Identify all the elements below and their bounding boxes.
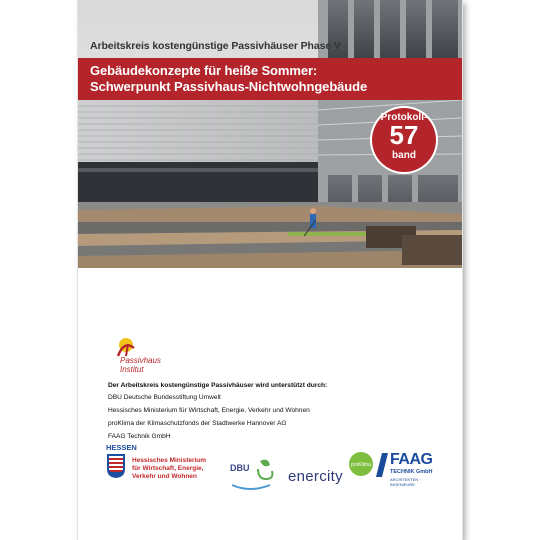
- title-line-1: Gebäudekonzepte für heiße Sommer:: [90, 63, 318, 78]
- faag-tagline: ARCHITEKTEN · INGENIEURE: [390, 477, 421, 487]
- cover-page: [78, 0, 462, 540]
- title-line-2: Schwerpunkt Passivhaus-Nichtwohngebäude: [90, 79, 368, 94]
- ministry-line-3: Verkehr und Wohnen: [132, 473, 197, 480]
- enercity-wordmark: enercity: [288, 468, 343, 485]
- ministry-line-2: für Wirtschaft, Energie,: [132, 465, 204, 472]
- passivhaus-institut-wordmark: [120, 356, 161, 374]
- badge-bottom-label: band: [392, 150, 416, 161]
- title-band: [78, 58, 462, 100]
- badge-top-label: Protokoll-: [380, 112, 428, 123]
- hessen-logo: [106, 443, 226, 493]
- supporters-block: [108, 381, 438, 443]
- ministry-line-1: Hessisches Ministerium: [132, 457, 207, 464]
- faag-subtitle: TECHNIK GmbH: [390, 469, 433, 475]
- volume-badge: [372, 108, 436, 172]
- badge-number: 57: [389, 120, 419, 150]
- enercity-logo: [288, 455, 378, 493]
- supporter-line: Hessisches Ministerium für Wirtschaft, Energie, Verkehr und Wohnen: [108, 407, 310, 414]
- supporter-line: DBU Deutsche Bundesstiftung Umwelt: [108, 394, 221, 401]
- proklima-badge-icon: [348, 451, 374, 477]
- faag-logo: [374, 451, 446, 491]
- hessen-wordmark: HESSEN: [106, 443, 137, 452]
- dbu-wordmark: DBU: [230, 463, 250, 473]
- supporter-line: FAAG Technik GmbH: [108, 433, 171, 440]
- dbu-logo: [230, 455, 290, 493]
- phi-line-2: Institut: [120, 365, 144, 374]
- sponsor-logos: [106, 443, 446, 493]
- proklima-badge-text: proKlima: [351, 462, 371, 468]
- faag-wordmark: FAAG: [390, 451, 433, 468]
- hessen-ministry-name: [132, 457, 206, 481]
- series-title: Arbeitskreis kostengünstige Passivhäuser Phase V: [90, 40, 341, 52]
- supporter-line: proKlima der Klimaschutzfonds der Stadtwerke Hannover AG: [108, 420, 287, 427]
- supporters-heading: Der Arbeitskreis kostengünstige Passivhäuser wird unterstützt durch:: [108, 382, 328, 389]
- hessen-lion-icon: [106, 453, 126, 479]
- dbu-leaf-icon: [230, 455, 290, 493]
- phi-line-1: Passivhaus: [120, 356, 161, 365]
- faag-mark-icon: [374, 451, 388, 477]
